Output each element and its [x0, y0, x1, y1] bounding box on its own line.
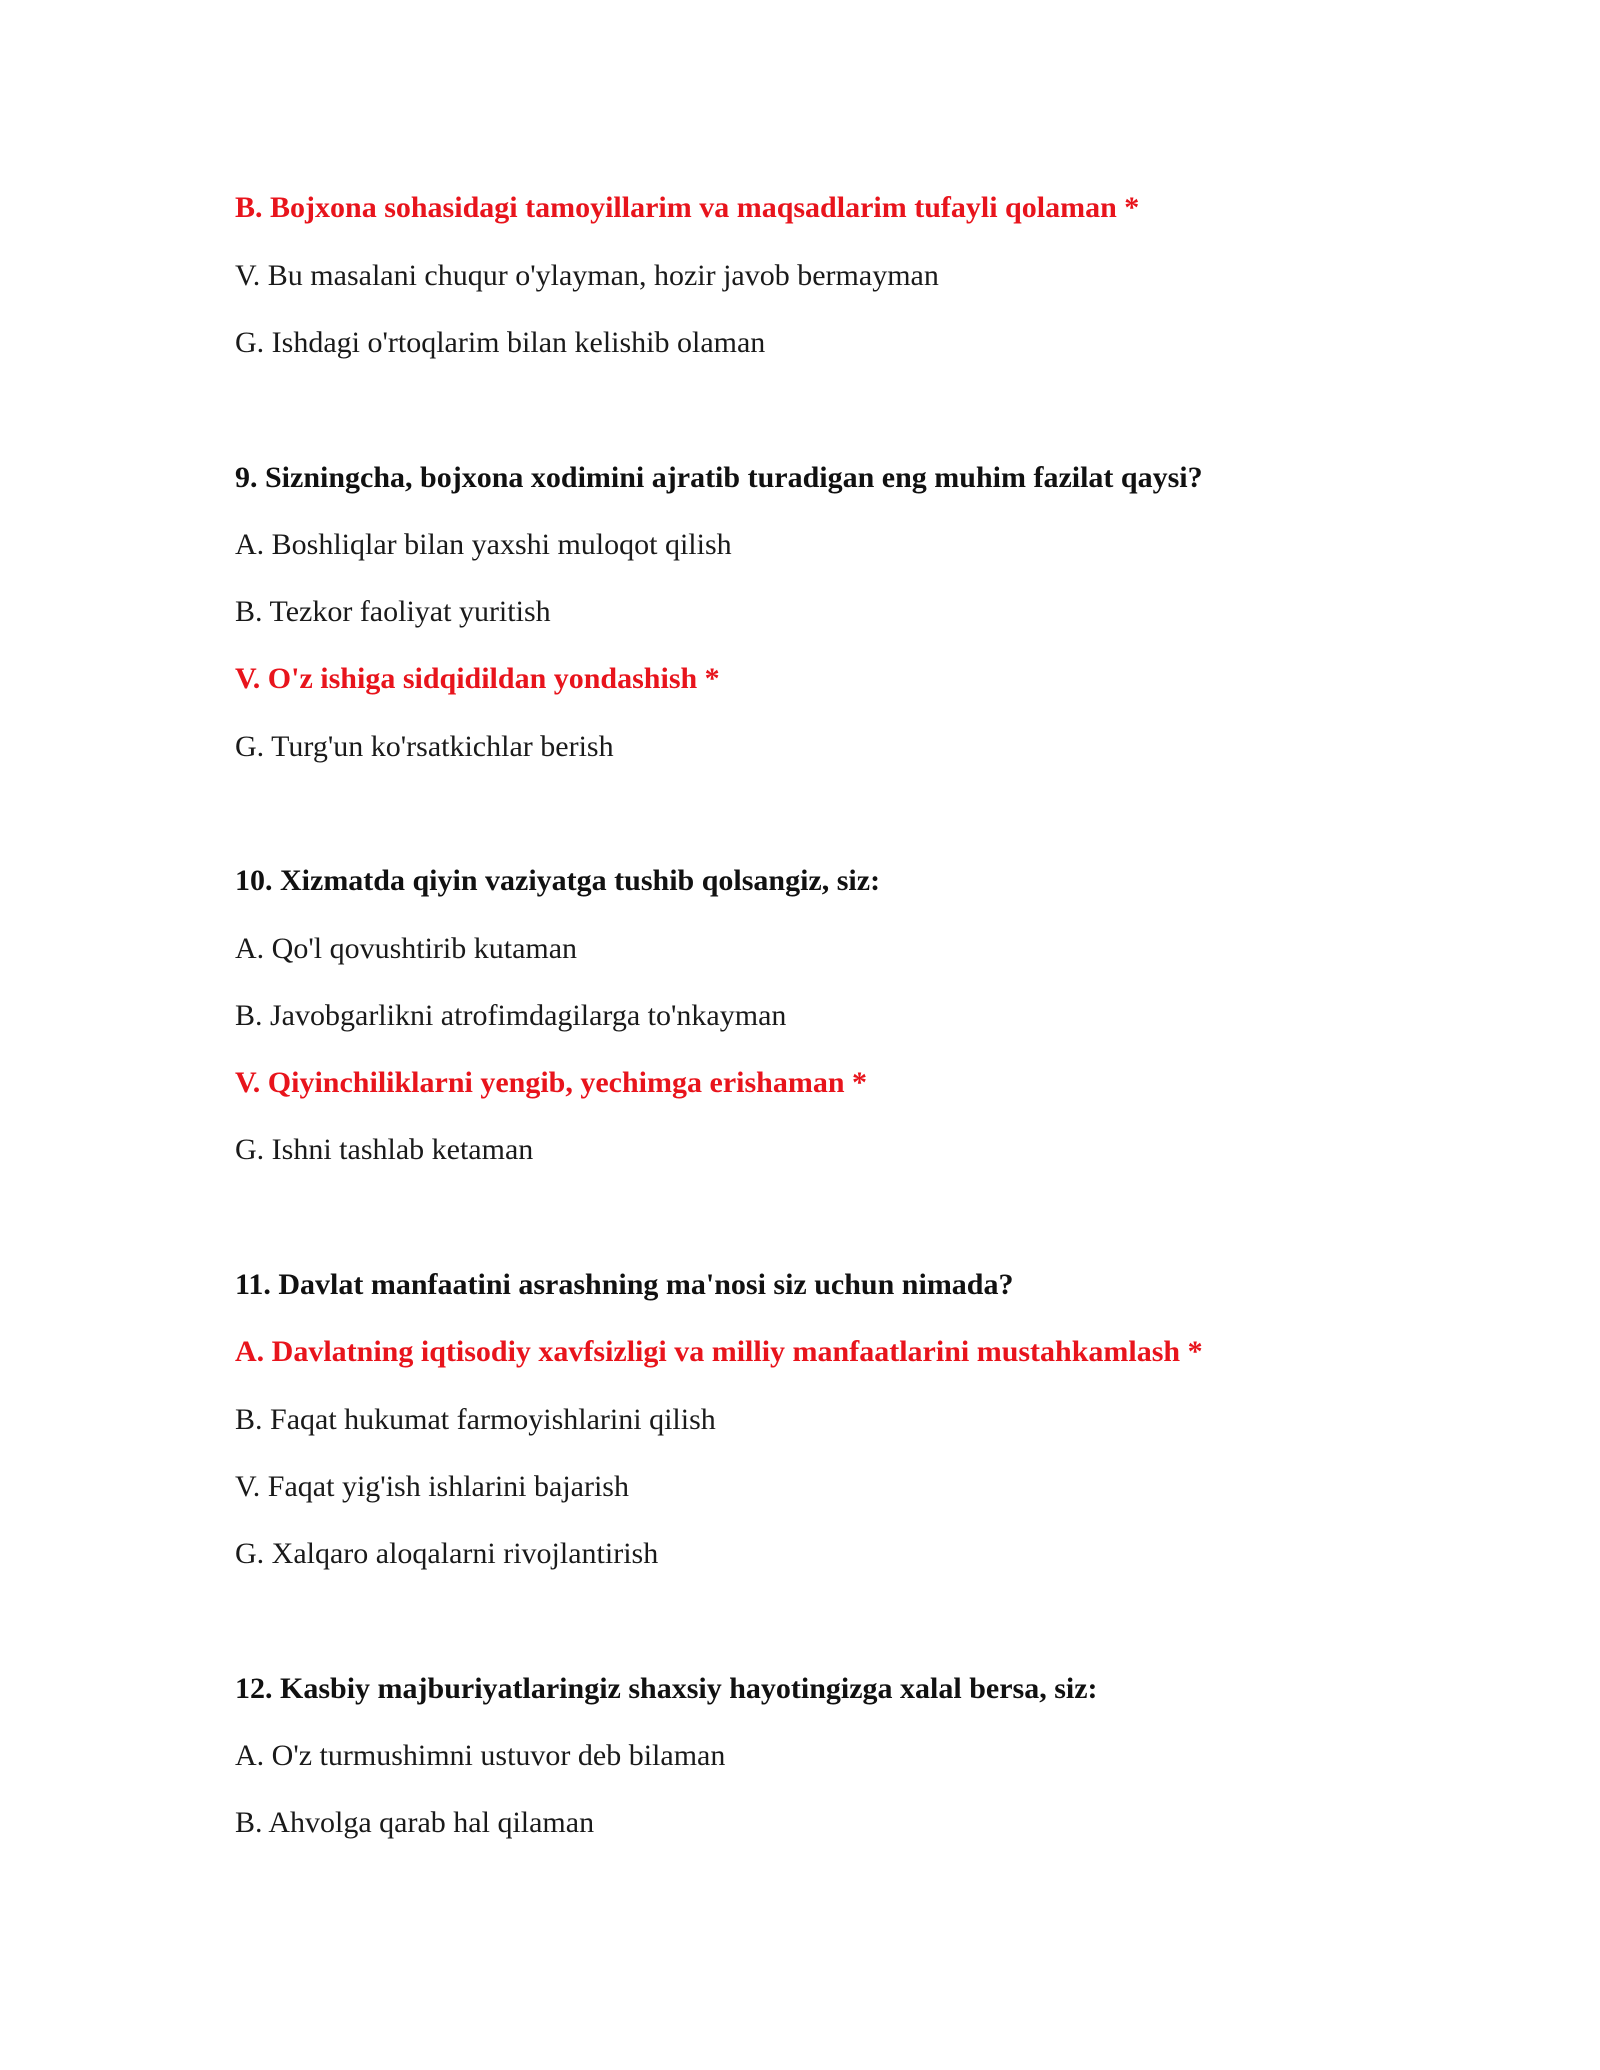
question-12: 12. Kasbiy majburiyatlaringiz shaxsiy hayotingizga xalal bersa, siz: [235, 1672, 1098, 1705]
answer-option: V. Faqat yig'ish ishlarini bajarish [235, 1470, 629, 1503]
answer-option: G. Ishni tashlab ketaman [235, 1133, 534, 1166]
answer-option-correct: V. Qiyinchiliklarni yengib, yechimga erishaman * [235, 1066, 868, 1099]
answer-option-correct: B. Bojxona sohasidagi tamoyillarim va maqsadlarim tufayli qolaman * [235, 191, 1140, 224]
answer-option: B. Tezkor faoliyat yuritish [235, 595, 551, 628]
answer-option: B. Ahvolga qarab hal qilaman [235, 1806, 595, 1839]
question-11: 11. Davlat manfaatini asrashning ma'nosi siz uchun nimada? [235, 1268, 1014, 1301]
answer-option: A. Boshliqlar bilan yaxshi muloqot qilish [235, 528, 732, 561]
answer-option: G. Xalqaro aloqalarni rivojlantirish [235, 1537, 659, 1570]
answer-option: G. Ishdagi o'rtoqlarim bilan kelishib olaman [235, 326, 766, 359]
answer-option: A. Qo'l qovushtirib kutaman [235, 932, 578, 965]
question-9: 9. Sizningcha, bojxona xodimini ajratib turadigan eng muhim fazilat qaysi? [235, 461, 1203, 494]
answer-option: A. O'z turmushimni ustuvor deb bilaman [235, 1739, 726, 1772]
answer-option: B. Faqat hukumat farmoyishlarini qilish [235, 1403, 716, 1436]
answer-option: V. Bu masalani chuqur o'ylayman, hozir javob bermayman [235, 259, 939, 292]
question-10: 10. Xizmatda qiyin vaziyatga tushib qolsangiz, siz: [235, 864, 881, 897]
answer-option-correct: V. O'z ishiga sidqidildan yondashish * [235, 662, 720, 695]
answer-option-correct: A. Davlatning iqtisodiy xavfsizligi va milliy manfaatlarini mustahkamlash * [235, 1335, 1203, 1368]
answer-option: G. Turg'un ko'rsatkichlar berish [235, 730, 614, 763]
answer-option: B. Javobgarlikni atrofimdagilarga to'nkayman [235, 999, 787, 1032]
